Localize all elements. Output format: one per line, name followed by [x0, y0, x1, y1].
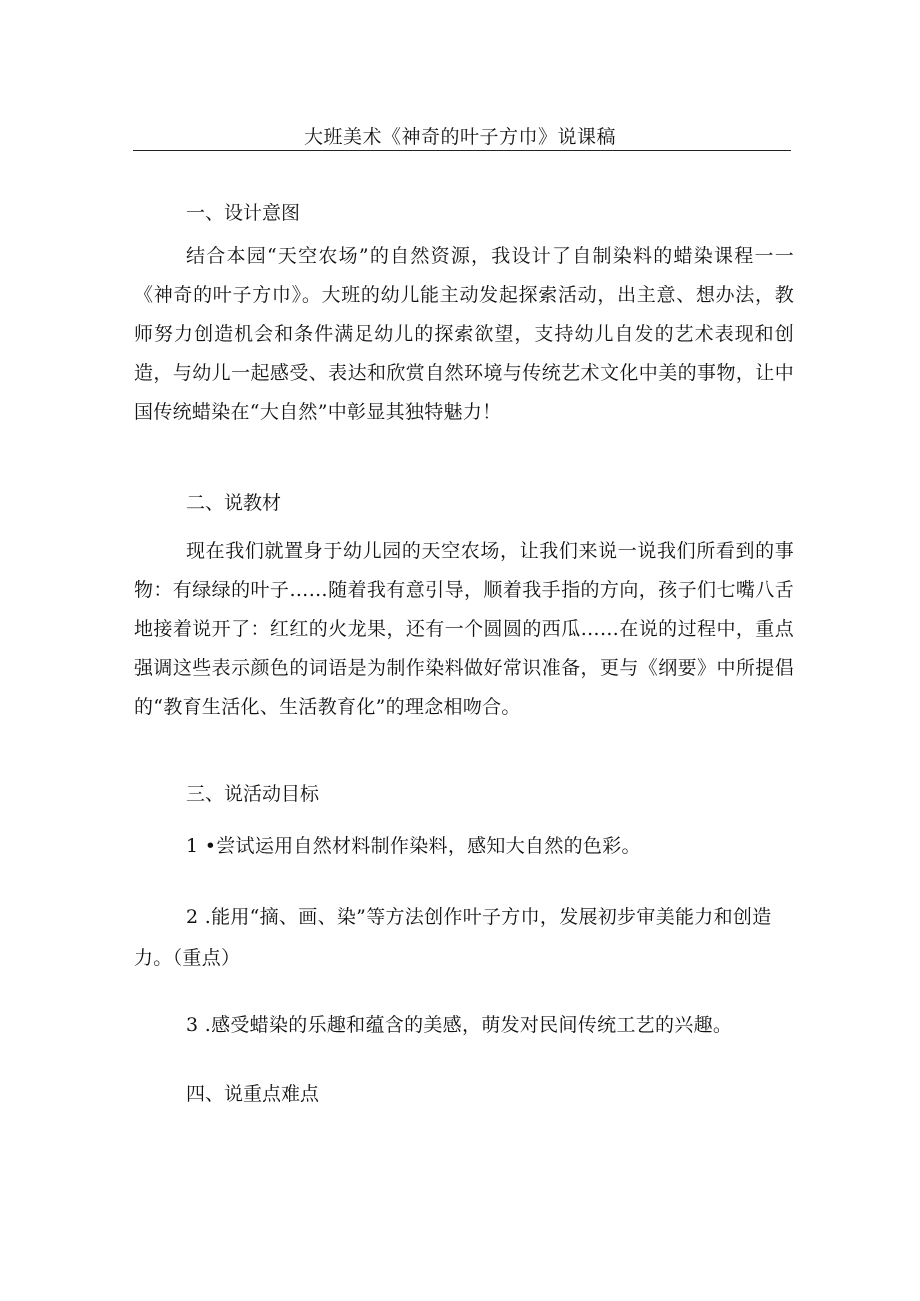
document-title: 大班美术《神奇的叶子方巾》说课稿 [303, 126, 616, 148]
section-heading-teaching-material: 二、说教材 [186, 492, 282, 514]
section-heading-key-difficulties: 四、说重点难点 [186, 1083, 320, 1105]
paragraph-teaching-material: 现在我们就置身于幼儿园的天空农场，让我们来说一说我们所看到的事物：有绿绿的叶子……随着我有意引导，顺着我手指的方向，孩子们七嘴八舌地接着说开了：红红的火龙果，还有一个圆圆的西瓜……在说的过程中，重点强调这些表示颜色的词语是为制作染料做好常识准备，更与《纲要》中所提倡的“教育生活化、生活教育化”的理念相吻合。 [134, 540, 794, 718]
goal-item-3: 3 .感受蜡染的乐趣和蕴含的美感，萌发对民间传统工艺的兴趣。 [186, 1014, 733, 1036]
paragraph-design-intent: 结合本园“天空农场”的自然资源，我设计了自制染料的蜡染课程一一《神奇的叶子方巾》。大班的幼儿能主动发起探索活动，出主意、想办法，教师努力创造机会和条件满足幼儿的探索欲望，支持幼儿自发的艺术表现和创造，与幼儿一起感受、表达和欣赏自然环境与传统艺术文化中美的事物，让中国传统蜡染在“大自然”中彰显其独特魅力！ [134, 245, 794, 423]
section-heading-design-intent: 一、设计意图 [186, 202, 301, 224]
goal-item-1: 1 •尝试运用自然材料制作染料，感知大自然的色彩。 [186, 835, 641, 857]
goal-item-2: 2 .能用“摘、画、染”等方法创作叶子方巾，发展初步审美能力和创造力。（重点） [134, 906, 772, 969]
title-underline [133, 150, 791, 151]
section-heading-activity-goals: 三、说活动目标 [186, 783, 320, 805]
